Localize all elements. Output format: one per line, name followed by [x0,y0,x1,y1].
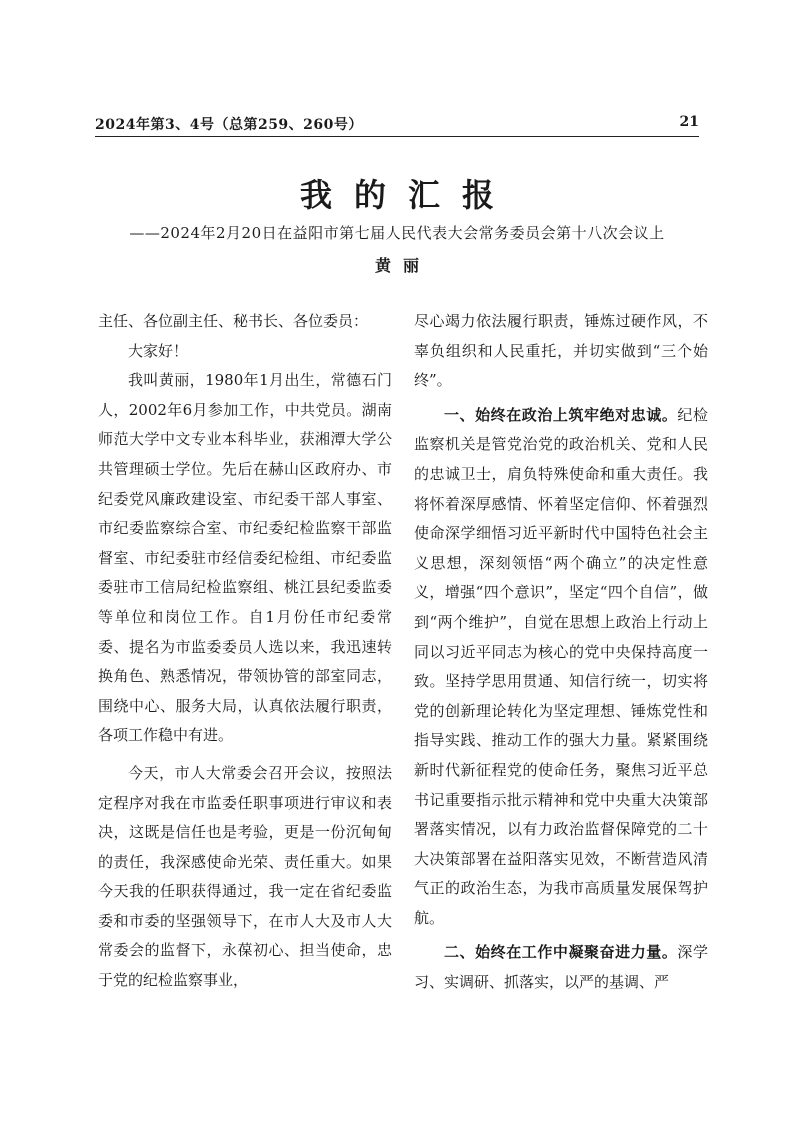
section-paragraph [414,401,708,934]
page-number: 21 [679,114,699,130]
section-paragraph [414,938,708,997]
right-column [414,307,708,998]
running-header [95,114,699,136]
section-body: 深学习、实调研、抓落实，以严的基调、严 [414,943,708,992]
article-title: 我的汇报 [299,176,516,214]
salutation: 主任、各位副主任、秘书长、各位委员： [98,312,369,330]
left-column [98,307,392,996]
section-heading: 二、始终在工作中凝聚奋进力量。 [444,943,678,962]
section-heading: 一、始终在政治上筑牢绝对忠诚。 [444,405,678,424]
paragraph: 尽心竭力依法履行职责，锤炼过硬作风，不辜负组织和人民重托，并切实做到“三个始终”。 [414,312,708,390]
paragraph: 我叫黄丽，1980年1月出生，常德石门人，2002年6月参加工作，中共党员。湖南师范大学中文专业本科毕业，获湘潭大学公共管理硕士学位。先后在赫山区政府办、市纪委党风廉政建设室、市纪委干部人事室、市纪委监察综合室、市纪委纪检监察干部监督室、市纪委驻市经信委纪检组、市纪委监委驻市工信局纪检监察组、桃江县纪委监委等单位和岗位工作。自1月份任市纪委常委、提名为市监委委员人选以来，我迅速转换角色、熟悉情况，带领协管的部室同志，围绕中心、服务大局，认真依法履行职责，各项工作稳中有进。 [98,371,392,745]
section-body: 纪检监察机关是管党治党的政治机关、党和人民的忠诚卫士，肩负特殊使命和重大责任。我将怀着深厚感情、怀着坚定信仰、怀着强烈使命深学细悟习近平新时代中国特色社会主义思想，深刻领悟“两个确立”的决定性意义，增强“四个意识”，坚定“四个自信”，做到“两个维护”，自觉在思想上政治上行动上同以习近平同志为核心的党中央保持高度一致。坚持学思用贯通、知信行统一，切实将党的创新理论转化为坚定理想、锤炼党性和指导实践、推动工作的强大力量。紧紧围绕新时代新征程党的使命任务，聚焦习近平总书记重要指示批示精神和党中央重大决策部署落实情况，以有力政治监督保障党的二十大决策部署在益阳落实见效，不断营造风清气正的政治生态，为我市高质量发展保驾护航。 [414,405,708,927]
issue-label: 2024年第3、4号（总第259、260号） [95,117,363,133]
greeting: 大家好！ [128,341,189,360]
article-subtitle: ——2024年2月20日在益阳市第七届人民代表大会常务委员会第十八次会议上 [129,224,665,242]
paragraph: 今天，市人大常委会召开会议，按照法定程序对我在市监委任职事项进行审议和表决，这既是信任也是考验，更是一份沉甸甸的责任，我深感使命光荣、责任重大。如果今天我的任职获得通过，我一定在省纪委监委和市委的坚强领导下，在市人大及市人大常委会的监督下，永葆初心、担当使命，忠于党的纪检监察事业， [98,763,392,990]
article-author: 黄丽 [374,256,431,275]
header-rule [95,136,699,137]
